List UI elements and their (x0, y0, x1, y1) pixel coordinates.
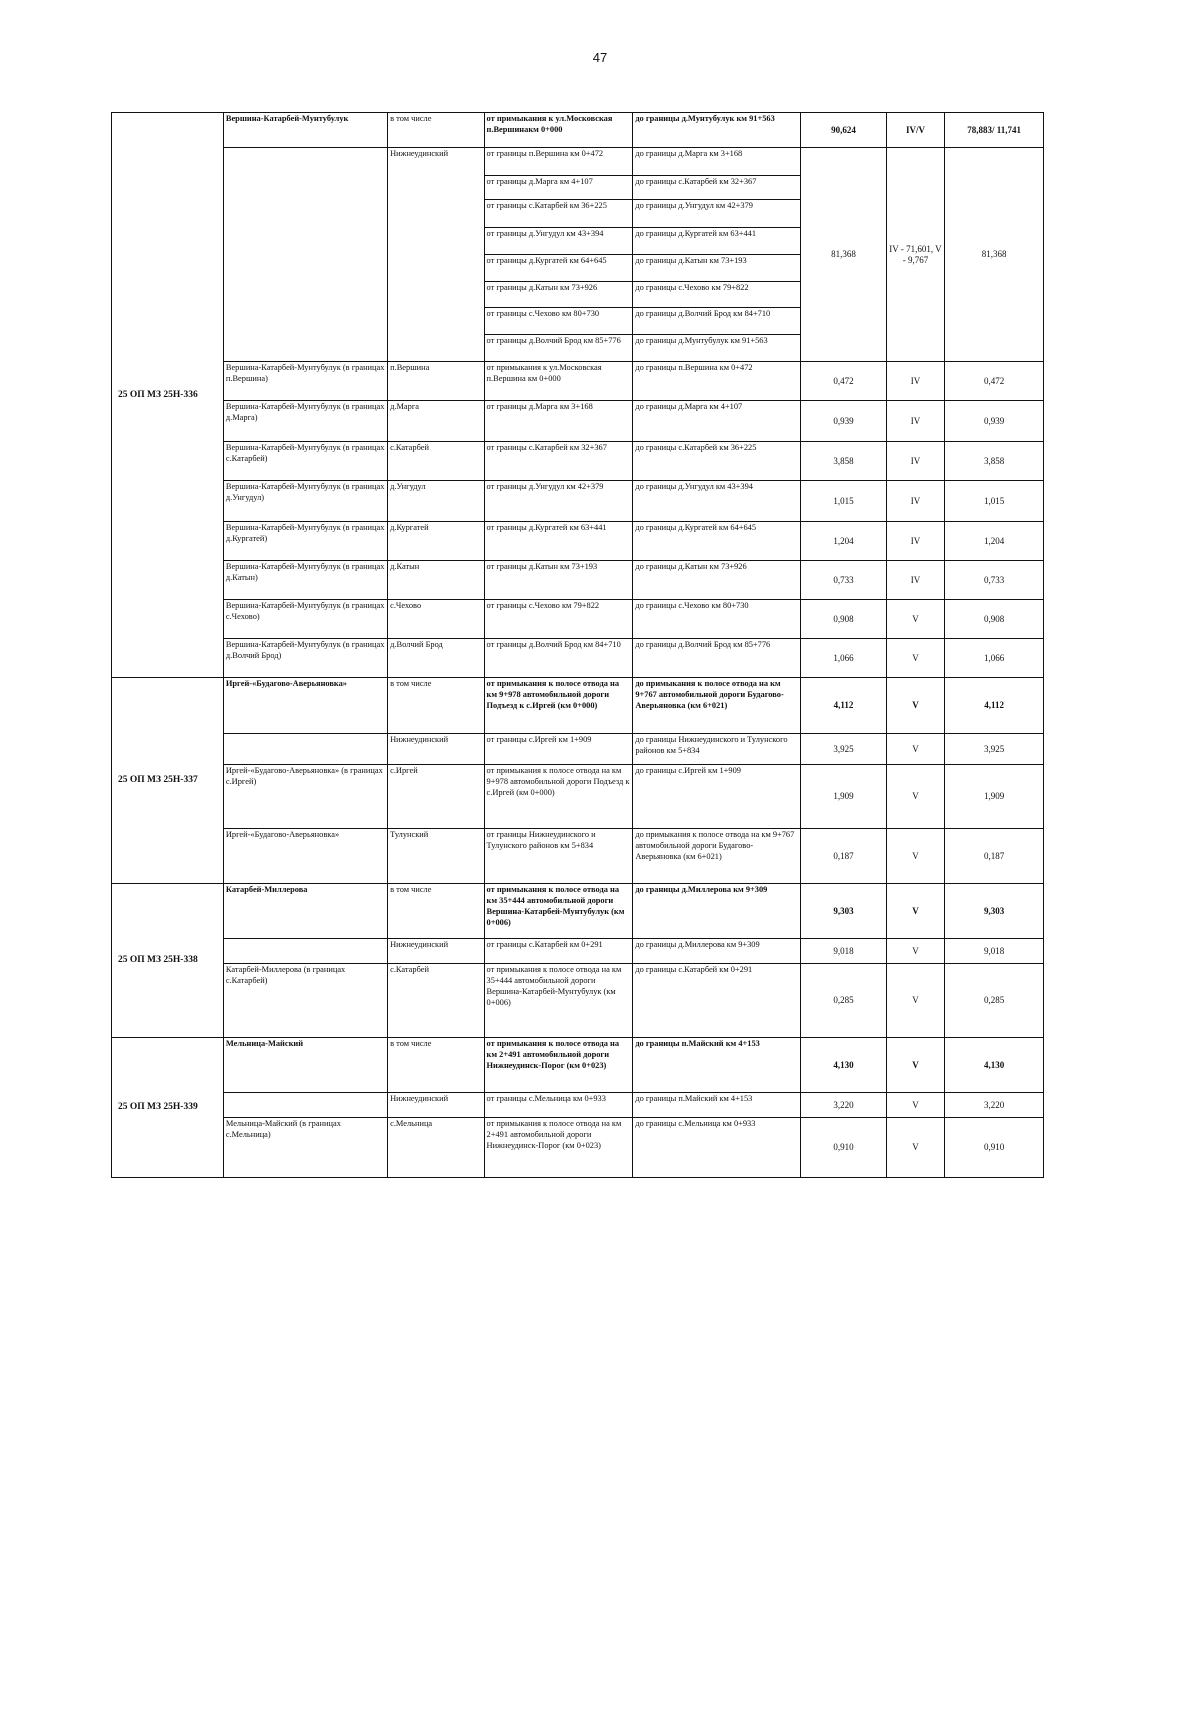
sub-from: от границы с.Мельница км 0+933 (484, 1093, 633, 1118)
sub-to: до границы с.Катарбей км 0+291 (633, 964, 801, 1038)
sub-class: V (886, 765, 944, 829)
road-code: 25 ОП МЗ 25Н-338 (112, 884, 224, 1038)
sub-length-by-class: 9,018 (945, 939, 1044, 964)
sub-row (112, 829, 1044, 884)
sub-class: V (886, 1093, 944, 1118)
settlement-to: до границы д.Унгудул км 43+394 (633, 481, 801, 522)
settlement-length-by-class: 1,066 (945, 639, 1044, 678)
road-length-by-class: 4,112 (945, 678, 1044, 734)
segment-to: до границы с.Катарбей км 32+367 (633, 176, 801, 200)
settlement-to: до границы д.Кургатей км 64+645 (633, 522, 801, 561)
settlement-road-name: Вершина-Катарбей-Мунтубулук (в границах д.Волчий Брод) (223, 639, 387, 678)
sub-from: от примыкания к полосе отвода на км 9+978 автомобильной дороги Подъезд к с.Иргей (км 0+000) (484, 765, 633, 829)
road-header-row (112, 113, 1044, 148)
settlement-length-by-class: 1,204 (945, 522, 1044, 561)
segment-to: до границы д.Катын км 73+193 (633, 255, 801, 282)
settlement-length-by-class: 0,939 (945, 401, 1044, 442)
empty-name-cell (223, 148, 387, 362)
road-length-by-class: 4,130 (945, 1038, 1044, 1093)
settlement-name: д.Кургатей (388, 522, 484, 561)
district-name: Нижнеудинский (388, 148, 484, 362)
sub-length: 0,285 (801, 964, 887, 1038)
sub-row (112, 939, 1044, 964)
settlement-name: с.Катарбей (388, 442, 484, 481)
segment-to: до границы с.Чехово км 79+822 (633, 282, 801, 308)
segment-to: до границы д.Унгудул км 42+379 (633, 200, 801, 228)
road-from: от примыкания к ул.Московская п.Вершинакм 0+000 (484, 113, 633, 148)
settlement-row (112, 442, 1044, 481)
road-header-row (112, 884, 1044, 939)
road-length: 4,130 (801, 1038, 887, 1093)
settlement-length-by-class: 3,858 (945, 442, 1044, 481)
settlement-from: от границы д.Унгудул км 42+379 (484, 481, 633, 522)
settlement-road-name: Вершина-Катарбей-Мунтубулук (в границах с.Катарбей) (223, 442, 387, 481)
sub-length: 1,909 (801, 765, 887, 829)
sub-settlement: с.Мельница (388, 1118, 484, 1178)
sub-from: от примыкания к полосе отвода на км 35+444 автомобильной дороги Вершина-Катарбей-Мунтубулук (км 0+006) (484, 964, 633, 1038)
sub-class: V (886, 939, 944, 964)
settlement-row (112, 639, 1044, 678)
settlement-to: до границы д.Марга км 4+107 (633, 401, 801, 442)
settlement-from: от границы д.Марга км 3+168 (484, 401, 633, 442)
settlement-class: V (886, 600, 944, 639)
settlement-length-by-class: 0,472 (945, 362, 1044, 401)
road-to: до границы п.Майский км 4+153 (633, 1038, 801, 1093)
district-class: IV - 71,601, V - 9,767 (886, 148, 944, 362)
sub-class: V (886, 964, 944, 1038)
segment-from: от границы д.Унгудул км 43+394 (484, 228, 633, 255)
sub-from: от границы Нижнеудинского и Тулунского районов км 5+834 (484, 829, 633, 884)
settlement-road-name: Вершина-Катарбей-Мунтубулук (в границах д.Катын) (223, 561, 387, 600)
road-class: IV/V (886, 113, 944, 148)
sub-row (112, 1093, 1044, 1118)
segment-from: от границы д.Марга км 4+107 (484, 176, 633, 200)
settlement-from: от границы д.Кургатей км 63+441 (484, 522, 633, 561)
sub-road-name: Мельница-Майский (в границах с.Мельница) (223, 1118, 387, 1178)
settlement-length: 1,066 (801, 639, 887, 678)
sub-settlement: с.Иргей (388, 765, 484, 829)
roads-table (111, 112, 1044, 1178)
sub-road-name: Иргей-«Будагово-Аверьяновка» (в границах с.Иргей) (223, 765, 387, 829)
road-category: в том числе (388, 884, 484, 939)
settlement-from: от границы д.Волчий Брод км 84+710 (484, 639, 633, 678)
sub-length-by-class: 0,285 (945, 964, 1044, 1038)
settlement-row (112, 362, 1044, 401)
settlement-from: от границы с.Катарбей км 32+367 (484, 442, 633, 481)
sub-length-by-class: 3,220 (945, 1093, 1044, 1118)
sub-length-by-class: 3,925 (945, 734, 1044, 765)
settlement-road-name: Вершина-Катарбей-Мунтубулук (в границах п.Вершина) (223, 362, 387, 401)
road-name: Иргей-«Будагово-Аверьяновка» (223, 678, 387, 734)
sub-length: 0,910 (801, 1118, 887, 1178)
sub-to: до границы п.Майский км 4+153 (633, 1093, 801, 1118)
settlement-from: от границы с.Чехово км 79+822 (484, 600, 633, 639)
sub-row (112, 734, 1044, 765)
road-category: в том числе (388, 113, 484, 148)
segment-from: от границы с.Катарбей км 36+225 (484, 200, 633, 228)
settlement-to: до границы п.Вершина км 0+472 (633, 362, 801, 401)
sub-to: до примыкания к полосе отвода на км 9+767 автомобильной дороги Будагово-Аверьяновка (км 6+021) (633, 829, 801, 884)
settlement-length: 1,204 (801, 522, 887, 561)
settlement-name: п.Вершина (388, 362, 484, 401)
sub-from: от границы с.Катарбей км 0+291 (484, 939, 633, 964)
segment-from: от границы д.Катын км 73+926 (484, 282, 633, 308)
road-from: от примыкания к полосе отвода на км 9+978 автомобильной дороги Подъезд к с.Иргей (км 0+000) (484, 678, 633, 734)
settlement-road-name: Вершина-Катарбей-Мунтубулук (в границах д.Марга) (223, 401, 387, 442)
district-length-by-class: 81,368 (945, 148, 1044, 362)
road-name: Вершина-Катарбей-Мунтубулук (223, 113, 387, 148)
settlement-length-by-class: 0,733 (945, 561, 1044, 600)
sub-row (112, 765, 1044, 829)
settlement-class: IV (886, 561, 944, 600)
settlement-class: IV (886, 481, 944, 522)
settlement-length-by-class: 1,015 (945, 481, 1044, 522)
segment-from: от границы п.Вершина км 0+472 (484, 148, 633, 176)
settlement-class: V (886, 639, 944, 678)
road-class: V (886, 678, 944, 734)
settlement-length: 0,733 (801, 561, 887, 600)
settlement-length: 1,015 (801, 481, 887, 522)
sub-class: V (886, 829, 944, 884)
sub-length: 3,220 (801, 1093, 887, 1118)
sub-length-by-class: 1,909 (945, 765, 1044, 829)
road-length-by-class: 9,303 (945, 884, 1044, 939)
segment-from: от границы с.Чехово км 80+730 (484, 308, 633, 335)
segment-to: до границы д.Мунтубулук км 91+563 (633, 335, 801, 362)
settlement-name: д.Марга (388, 401, 484, 442)
sub-road-name: Иргей-«Будагово-Аверьяновка» (223, 829, 387, 884)
sub-road-name (223, 734, 387, 765)
segment-from: от границы д.Волчий Брод км 85+776 (484, 335, 633, 362)
settlement-to: до границы д.Катын км 73+926 (633, 561, 801, 600)
sub-settlement: Нижнеудинский (388, 734, 484, 765)
settlement-length: 0,472 (801, 362, 887, 401)
settlement-length: 0,908 (801, 600, 887, 639)
settlement-name: с.Чехово (388, 600, 484, 639)
settlement-class: IV (886, 442, 944, 481)
sub-road-name (223, 1093, 387, 1118)
sub-settlement: Тулунский (388, 829, 484, 884)
settlement-row (112, 600, 1044, 639)
road-length: 9,303 (801, 884, 887, 939)
settlement-from: от границы д.Катын км 73+193 (484, 561, 633, 600)
page-number: 47 (592, 50, 608, 65)
road-header-row (112, 678, 1044, 734)
settlement-length: 0,939 (801, 401, 887, 442)
road-length: 4,112 (801, 678, 887, 734)
road-length-by-class: 78,883/ 11,741 (945, 113, 1044, 148)
road-category: в том числе (388, 678, 484, 734)
settlement-name: д.Волчий Брод (388, 639, 484, 678)
sub-settlement: Нижнеудинский (388, 1093, 484, 1118)
settlement-road-name: Вершина-Катарбей-Мунтубулук (в границах д.Унгудул) (223, 481, 387, 522)
settlement-row (112, 522, 1044, 561)
segment-from: от границы д.Кургатей км 64+645 (484, 255, 633, 282)
settlement-from: от примыкания к ул.Московская п.Вершина км 0+000 (484, 362, 633, 401)
sub-length-by-class: 0,187 (945, 829, 1044, 884)
road-to: до примыкания к полосе отвода на км 9+767 автомобильной дороги Будагово-Аверьяновка (км 6+021) (633, 678, 801, 734)
sub-length: 3,925 (801, 734, 887, 765)
settlement-class: IV (886, 362, 944, 401)
settlement-class: IV (886, 522, 944, 561)
road-from: от примыкания к полосе отвода на км 2+491 автомобильной дороги Нижнеудинск-Порог (км 0+023) (484, 1038, 633, 1093)
settlement-to: до границы д.Волчий Брод км 85+776 (633, 639, 801, 678)
road-code: 25 ОП МЗ 25Н-337 (112, 678, 224, 884)
sub-class: V (886, 1118, 944, 1178)
sub-road-name: Катарбей-Миллерова (в границах с.Катарбей) (223, 964, 387, 1038)
road-class: V (886, 1038, 944, 1093)
sub-settlement: Нижнеудинский (388, 939, 484, 964)
sub-from: от границы с.Иргей км 1+909 (484, 734, 633, 765)
road-code: 25 ОП МЗ 25Н-339 (112, 1038, 224, 1178)
road-category: в том числе (388, 1038, 484, 1093)
sub-row (112, 964, 1044, 1038)
road-class: V (886, 884, 944, 939)
sub-to: до границы с.Иргей км 1+909 (633, 765, 801, 829)
road-header-row (112, 1038, 1044, 1093)
settlement-to: до границы с.Чехово км 80+730 (633, 600, 801, 639)
road-to: до границы д.Миллерова км 9+309 (633, 884, 801, 939)
settlement-road-name: Вершина-Катарбей-Мунтубулук (в границах с.Чехово) (223, 600, 387, 639)
road-code: 25 ОП МЗ 25Н-336 (112, 113, 224, 678)
settlement-class: IV (886, 401, 944, 442)
district-length: 81,368 (801, 148, 887, 362)
segment-to: до границы д.Марга км 3+168 (633, 148, 801, 176)
settlement-row (112, 401, 1044, 442)
settlement-length: 3,858 (801, 442, 887, 481)
sub-length-by-class: 0,910 (945, 1118, 1044, 1178)
road-to: до границы д.Мунтубулук км 91+563 (633, 113, 801, 148)
sub-row (112, 1118, 1044, 1178)
road-name: Катарбей-Миллерова (223, 884, 387, 939)
sub-to: до границы с.Мельница км 0+933 (633, 1118, 801, 1178)
settlement-road-name: Вершина-Катарбей-Мунтубулук (в границах д.Кургатей) (223, 522, 387, 561)
settlement-to: до границы с.Катарбей км 36+225 (633, 442, 801, 481)
segment-to: до границы д.Волчий Брод км 84+710 (633, 308, 801, 335)
sub-road-name (223, 939, 387, 964)
settlement-length-by-class: 0,908 (945, 600, 1044, 639)
sub-length: 9,018 (801, 939, 887, 964)
sub-from: от примыкания к полосе отвода на км 2+491 автомобильной дороги Нижнеудинск-Порог (км 0+023) (484, 1118, 633, 1178)
settlement-name: д.Унгудул (388, 481, 484, 522)
settlement-name: д.Катын (388, 561, 484, 600)
settlement-row (112, 561, 1044, 600)
road-length: 90,624 (801, 113, 887, 148)
road-name: Мельница-Майский (223, 1038, 387, 1093)
segment-to: до границы д.Кургатей км 63+441 (633, 228, 801, 255)
sub-settlement: с.Катарбей (388, 964, 484, 1038)
sub-to: до границы д.Миллерова км 9+309 (633, 939, 801, 964)
segment-row (112, 148, 1044, 176)
sub-class: V (886, 734, 944, 765)
settlement-row (112, 481, 1044, 522)
road-from: от примыкания к полосе отвода на км 35+444 автомобильной дороги Вершина-Катарбей-Мунтубулук (км 0+006) (484, 884, 633, 939)
sub-length: 0,187 (801, 829, 887, 884)
sub-to: до границы Нижнеудинского и Тулунского районов км 5+834 (633, 734, 801, 765)
